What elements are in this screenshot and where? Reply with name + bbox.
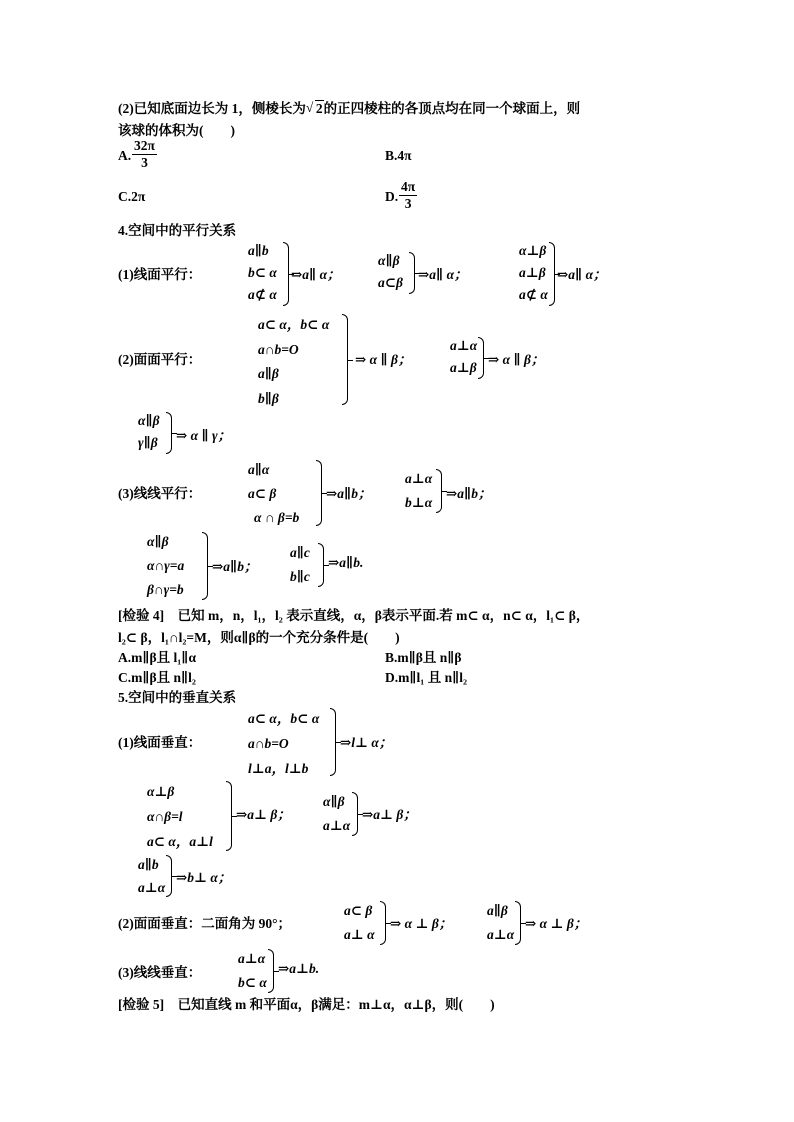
- s4-p3-cond-a: a∥α a⊂ β α ∩ β=b: [248, 462, 300, 525]
- s5-p2-label: (2)面面垂直：二面角为 90°；: [118, 916, 292, 931]
- q2-option-c: C.2π: [118, 189, 146, 204]
- check5-line1: [检验 5] 已知直线 m 和平面α，β满足：m⊥α，α⊥β，则( ): [118, 997, 495, 1012]
- s4-p1-label: (1)线面平行：: [118, 267, 202, 282]
- brace: [478, 337, 484, 379]
- sqrt-expression: √ 2: [305, 100, 323, 116]
- brace: [166, 412, 172, 454]
- s4-p2-label: (2)面面平行：: [118, 352, 202, 367]
- s5-p3-cond-a: a⊥α b⊂ α: [238, 951, 267, 990]
- s4-p3-cond-b: a⊥α b⊥α: [405, 471, 433, 510]
- section-4-title: 4.空间中的平行关系: [118, 223, 237, 238]
- s4-p3-result-a: ⇒a∥b；: [326, 486, 372, 501]
- brace: [226, 781, 232, 851]
- brace: [380, 901, 386, 945]
- s5-p1-result-b: ⇒a⊥ β；: [236, 807, 291, 822]
- s4-p2-result-c: ⇒ α ∥ γ；: [176, 428, 232, 443]
- s5-p2-cond-b: a∥β a⊥α: [487, 903, 515, 942]
- check4-line1: [检验 4] 已知 m，n，l₁，l₂ 表示直线，α，β表示平面.若 m⊂ α，n⊂ α，l₁⊂ β，: [118, 608, 590, 623]
- s5-p1-cond-a: a⊂ α，b⊂ α a∩b=O l⊥a，l⊥b: [248, 711, 320, 776]
- s4-p2-cond-b: a⊥α a⊥β: [450, 338, 478, 375]
- brace: [330, 708, 336, 776]
- s5-p1-cond-d: a∥b a⊥α: [138, 857, 166, 895]
- q2-stem-line2: 该球的体积为( ): [118, 123, 235, 138]
- check4-option-c: C.m∥β且 n∥l₂: [118, 670, 196, 685]
- s4-p3-cond-d: a∥c b∥c: [290, 545, 310, 584]
- brace: [352, 792, 358, 836]
- s5-p2-result-b: ⇒ α ⊥ β；: [525, 916, 588, 931]
- q2-option-a-prefix: A.: [118, 148, 132, 163]
- check4-option-d: D.m∥l₁ 且 n∥l₂: [385, 670, 468, 685]
- s4-p3-result-c: ⇒a∥b；: [212, 559, 258, 574]
- s4-p3-label: (3)线线平行：: [118, 486, 202, 501]
- brace: [166, 855, 172, 897]
- brace: [342, 314, 348, 405]
- brace: [316, 460, 322, 526]
- s4-p3-result-b: ⇒a∥b；: [446, 486, 492, 501]
- brace: [549, 242, 555, 306]
- check4-option-a: A.m∥β且 l₁∥α: [118, 650, 196, 665]
- q2-option-a-fraction: $\frac{32\pi}{3}$: [134, 138, 155, 170]
- q2-stem-line1: (2)已知底面边长为 1，侧棱长为 √ 2的正四棱柱的各顶点均在同一个球面上，则: [118, 100, 581, 116]
- s5-p1-label: (1)线面垂直：: [118, 735, 202, 750]
- brace: [436, 469, 442, 513]
- brace: [202, 532, 208, 600]
- s5-p1-cond-c: α∥β a⊥α: [323, 794, 351, 833]
- s4-p3-cond-c: α∥β α∩γ=a β∩γ=b: [147, 534, 185, 597]
- check4-line2: l₂⊂ β，l₁∩l₂=M，则α∥β的一个充分条件是( ): [118, 630, 400, 645]
- s4-p2-cond-c: α∥β γ∥β: [138, 413, 160, 450]
- s4-p2-cond-a: a⊂ α，b⊂ α a∩b=O a∥β b∥β: [258, 317, 330, 406]
- s4-p2-result-b: ⇒ α ∥ β；: [488, 352, 545, 367]
- brace: [268, 949, 274, 993]
- s4-p1-result-c: ⇒a∥ α；: [557, 267, 607, 282]
- s5-p3-result-a: ⇒a⊥b.: [278, 961, 320, 976]
- brace: [318, 543, 324, 587]
- s4-p1-cond-a: a∥b b⊂ α a⊄ α: [248, 243, 277, 302]
- s4-p2-result-a: ⇒ α ∥ β；: [355, 352, 412, 367]
- s5-p1-cond-b: α⊥β α∩β=l a⊂ α，a⊥l: [147, 784, 213, 849]
- brace: [283, 242, 289, 306]
- s4-p1-cond-c: α⊥β a⊥β a⊄ α: [519, 243, 548, 302]
- s5-p1-result-a: ⇒l⊥ α；: [340, 735, 393, 750]
- s4-p1-cond-b: α∥β a⊂β: [378, 253, 403, 290]
- q2-option-d-prefix: D.: [385, 189, 399, 204]
- s5-p1-result-d: ⇒b⊥ α；: [176, 870, 232, 885]
- s4-p1-result-a: ⇒a∥ α；: [291, 267, 341, 282]
- s4-p3-result-d: ⇒a∥b.: [328, 555, 364, 570]
- s5-p3-label: (3)线线垂直：: [118, 965, 202, 980]
- s4-p1-result-b: ⇒a∥ α；: [418, 267, 468, 282]
- q2-option-b: B.4π: [385, 148, 412, 163]
- s5-p2-result-a: ⇒ α ⊥ β；: [390, 916, 453, 931]
- s5-p2-cond-a: a⊂ β a⊥ α: [344, 903, 375, 942]
- section-5-title: 5.空间中的垂直关系: [118, 690, 237, 705]
- brace: [409, 252, 415, 294]
- brace: [515, 901, 521, 945]
- s5-p1-result-c: ⇒a⊥ β；: [362, 807, 417, 822]
- q2-option-d-fraction: $\frac{4\pi}{3}$: [401, 179, 416, 211]
- check4-option-b: B.m∥β且 n∥β: [385, 650, 462, 665]
